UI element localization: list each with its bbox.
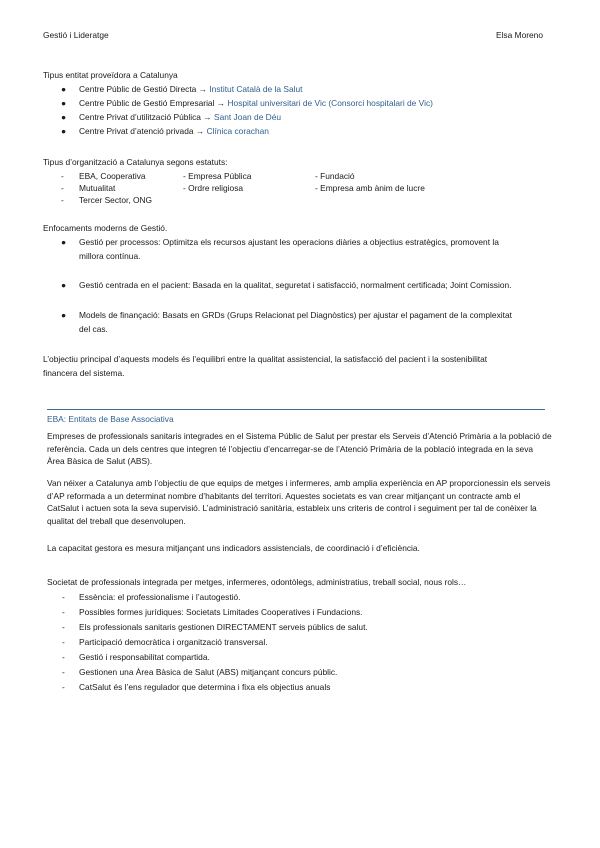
eba-paragraph: La capacitat gestora es mesura mitjançant uns indicadors assistencials, de coordinació i d’eficiència. bbox=[47, 543, 420, 553]
provider-example-link[interactable]: Clínica corachan bbox=[206, 126, 269, 136]
dash-marker: - bbox=[62, 637, 65, 647]
conclusion-line: financera del sistema. bbox=[43, 368, 125, 378]
provider-example-link[interactable]: Sant Joan de Déu bbox=[214, 112, 282, 122]
dash-marker: - bbox=[61, 171, 64, 181]
section-divider bbox=[47, 409, 545, 410]
eba-paragraph: Van néixer a Catalunya amb l’objectiu de que equips de metges i infermeres, amb amplia experiència en AP proporcionessin els serveis d’AP reformada a un determinat nombre d’habitants del territori. Aquestes societats es van crear mitjançant un contracte amb el CatSalut i actuen sota la seva supervisió. L’administració sanitària, estableix uns criteris de control i seguiment per tal de conèixer la qualitat del treball que desenvolupen. bbox=[47, 478, 551, 526]
list-item: Essència: el professionalisme i l’autogestió. bbox=[79, 592, 241, 602]
provider-example-link[interactable]: Institut Català de la Salut bbox=[209, 84, 303, 94]
dash-marker: - bbox=[62, 607, 65, 617]
eba-paragraph: Societat de professionals integrada per metges, infermeres, odontòlegs, administratius, treball social, nous rols… bbox=[47, 577, 467, 587]
dash-marker: - bbox=[61, 183, 64, 193]
approach-line: Gestió centrada en el pacient: Basada en la qualitat, seguretat i satisfacció, normalment certificada; Joint Comission. bbox=[79, 280, 512, 290]
bullet: ● bbox=[61, 280, 67, 290]
list-item bbox=[79, 112, 281, 122]
list-item bbox=[79, 98, 433, 108]
org-type: Tercer Sector, ONG bbox=[79, 195, 153, 205]
list-item: Possibles formes jurídiques: Societats Limitades Cooperatives i Fundacions. bbox=[79, 607, 363, 617]
header-author: Elsa Moreno bbox=[495, 30, 543, 40]
org-type: EBA, Cooperativa bbox=[79, 171, 146, 181]
provider-type: Centre Privat d’utilització Pública bbox=[79, 112, 201, 122]
section-title-approaches: Enfocaments moderns de Gestió. bbox=[43, 223, 168, 233]
section-title-providers: Tipus entitat proveïdora a Catalunya bbox=[43, 70, 178, 80]
header-title: Gestió i Lideratge bbox=[43, 30, 109, 40]
org-type: - Fundació bbox=[315, 171, 355, 181]
dash-marker: - bbox=[62, 682, 65, 692]
eba-paragraph: Empreses de professionals sanitaris integrades en el Sistema Públic de Salut per prestar els Serveis d’Atenció Primària a la població de referència. Cada un dels centres que integren té l’objectiu d’encarregar-se de l’Atenció Primària de la població integrada en la seva Àrea Bàsica de Salut (ABS). bbox=[47, 431, 552, 467]
eba-title: EBA: Entitats de Base Associativa bbox=[47, 414, 174, 424]
bullet: ● bbox=[61, 84, 67, 94]
list-item: Participació democràtica i organització transversal. bbox=[79, 637, 268, 647]
provider-type: Centre Privat d’atenció privada bbox=[79, 126, 194, 136]
bullet: ● bbox=[61, 237, 67, 247]
dash-marker: - bbox=[62, 667, 65, 677]
section-title-organization: Tipus d’organització a Catalunya segons estatuts: bbox=[43, 157, 228, 167]
org-type: - Ordre religiosa bbox=[183, 183, 244, 193]
bullet: ● bbox=[61, 310, 67, 320]
list-item bbox=[79, 126, 269, 136]
approach-line: del cas. bbox=[79, 324, 108, 334]
page-header bbox=[43, 30, 543, 42]
org-type: - Empresa amb ànim de lucre bbox=[315, 183, 425, 193]
provider-type: Centre Públic de Gestió Empresarial bbox=[79, 98, 215, 108]
dash-marker: - bbox=[62, 622, 65, 632]
list-item: CatSalut és l’ens regulador que determina i fixa els objectius anuals bbox=[79, 682, 331, 692]
provider-type: Centre Públic de Gestió Directa bbox=[79, 84, 197, 94]
bullet: ● bbox=[61, 126, 67, 136]
arrow-icon: → bbox=[216, 98, 226, 108]
approach-line: millora contínua. bbox=[79, 251, 141, 261]
approach-line: Models de finançació: Basats en GRDs (Grups Relacionat pel Diagnòstics) per ajustar el pagament de la complexitat bbox=[79, 310, 512, 320]
arrow-icon: → bbox=[203, 112, 212, 122]
conclusion-line: L’objectiu principal d’aquests models és l’equilibri entre la qualitat assistencial, la satisfacció del pacient i la sostenibilitat bbox=[43, 354, 488, 364]
list-item: Els professionals sanitaris gestionen DIRECTAMENT serveis públics de salut. bbox=[79, 622, 368, 632]
dash-marker: - bbox=[61, 195, 64, 205]
approach-line: Gestió per processos: Optimitza els recursos ajustant les operacions diàries a objectius estratègics, promovent la bbox=[79, 237, 499, 247]
dash-marker: - bbox=[62, 652, 65, 662]
list-item: Gestionen una Àrea Bàsica de Salut (ABS) mitjançant concurs públic. bbox=[79, 667, 338, 677]
provider-example-link[interactable]: Hospital universitari de Vic (Consorci hospitalari de Vic) bbox=[227, 98, 433, 108]
dash-marker: - bbox=[62, 592, 65, 602]
arrow-icon: → bbox=[195, 126, 205, 136]
bullet: ● bbox=[61, 112, 67, 122]
list-item bbox=[79, 84, 302, 94]
list-item: Gestió i responsabilitat compartida. bbox=[79, 652, 210, 662]
arrow-icon: → bbox=[198, 84, 208, 94]
org-type: Mutualitat bbox=[79, 183, 116, 193]
org-type: - Empresa Pública bbox=[183, 171, 252, 181]
bullet: ● bbox=[61, 98, 67, 108]
